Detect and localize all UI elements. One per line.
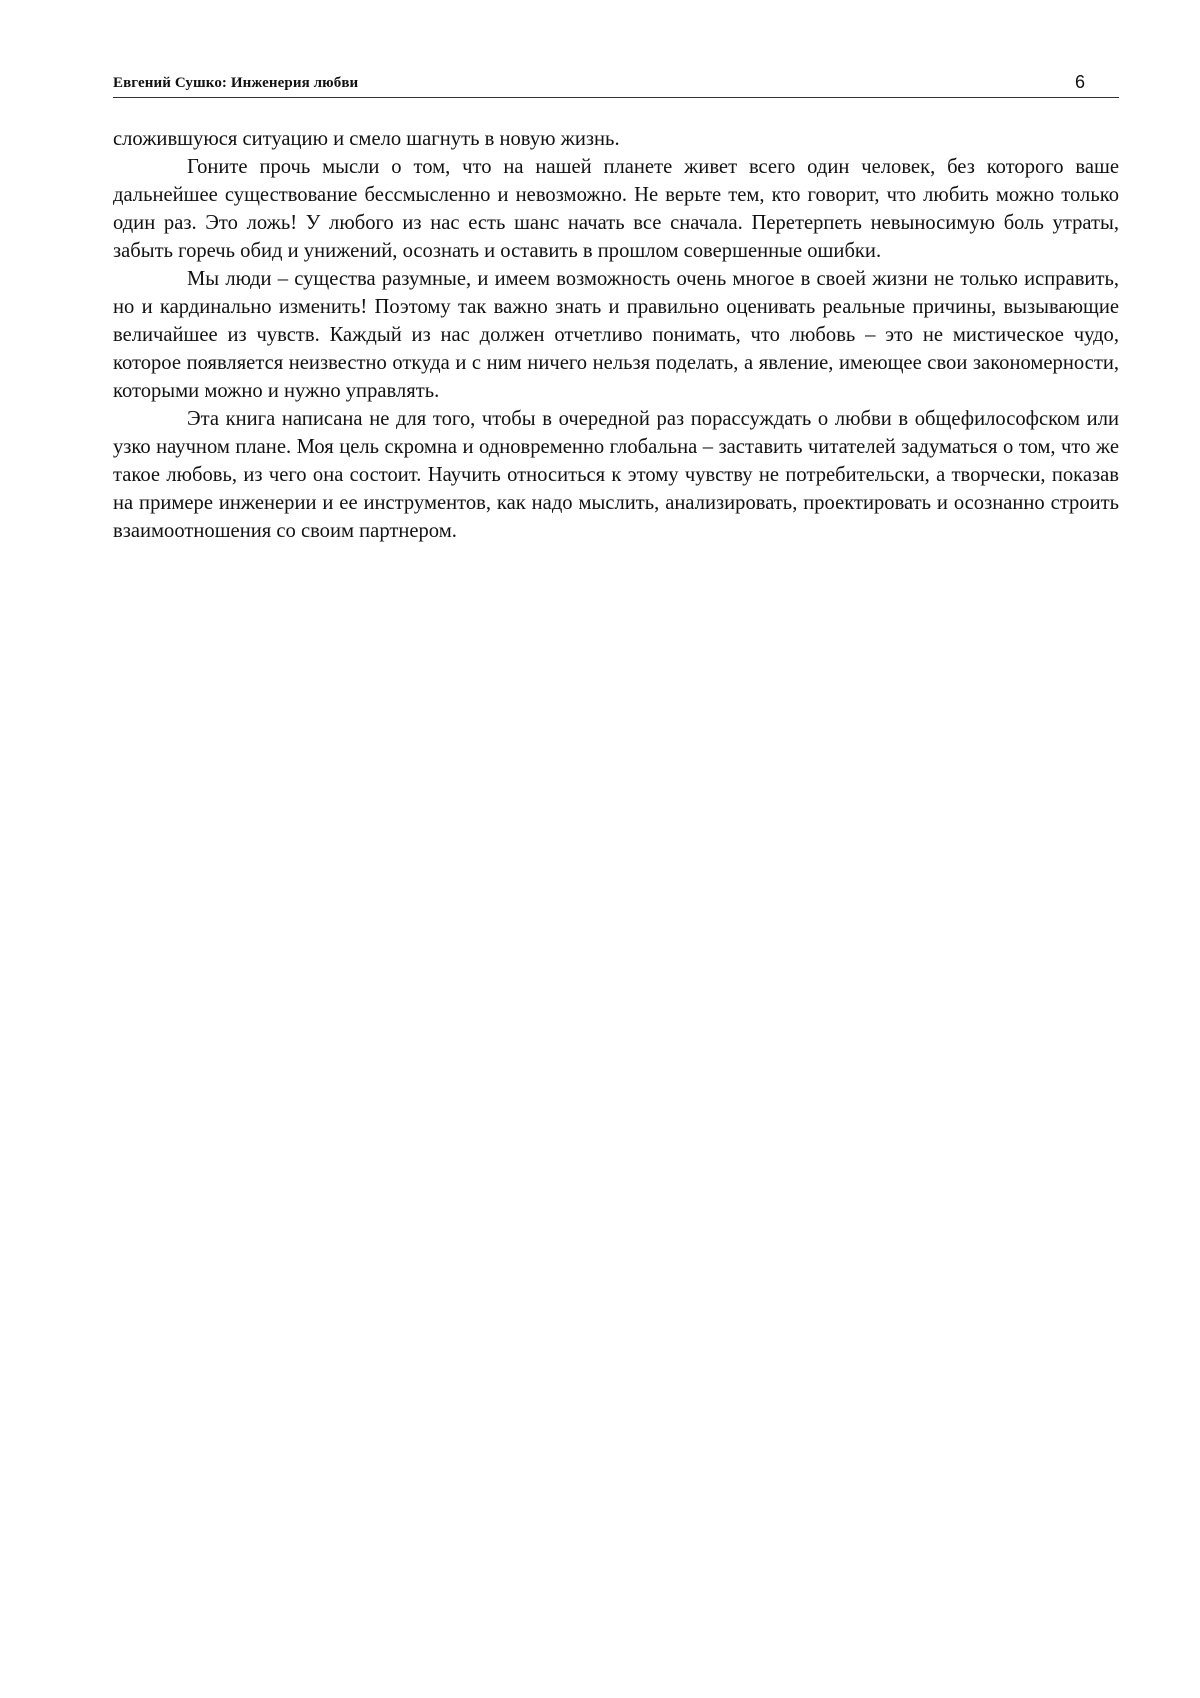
paragraph-continuation: сложившуюся ситуацию и смело шагнуть в новую жизнь. — [113, 128, 620, 150]
page-number: 6 — [1074, 72, 1085, 92]
running-header — [113, 72, 1119, 98]
body-text — [113, 125, 1119, 545]
header-title: Евгений Сушко: Инженерия любви — [113, 75, 359, 91]
paragraph: Эта книга написана не для того, чтобы в очередной раз порассуждать о любви в общефилософском или узко научном плане. Моя цель скромна и одновременно глобальна – заставить читателей задуматься о том, что же такое любовь, из чего она состоит. Научить относиться к этому чувству не потребительски, а творчески, показав на примере инженерии и ее инструментов, как надо мыслить, анализировать, проектировать и осознанно строить взаимоотношения со своим партнером. — [113, 408, 1119, 542]
paragraph: Мы люди – существа разумные, и имеем возможность очень многое в своей жизни не только исправить, но и кардинально изменить! Поэтому так важно знать и правильно оценивать реальные причины, вызывающие величайшее из чувств. Каждый из нас должен отчетливо понимать, что любовь – это не мистическое чудо, которое появляется неизвестно откуда и с ним ничего нельзя поделать, а явление, имеющее свои закономерности, которыми можно и нужно управлять. — [113, 268, 1119, 402]
paragraph: Гоните прочь мысли о том, что на нашей планете живет всего один человек, без которого ваше дальнейшее существование бессмысленно и невозможно. Не верьте тем, кто говорит, что любить можно только один раз. Это ложь! У любого из нас есть шанс начать все сначала. Перетерпеть невыносимую боль утраты, забыть горечь обид и унижений, осознать и оставить в прошлом совершенные ошибки. — [113, 156, 1119, 262]
